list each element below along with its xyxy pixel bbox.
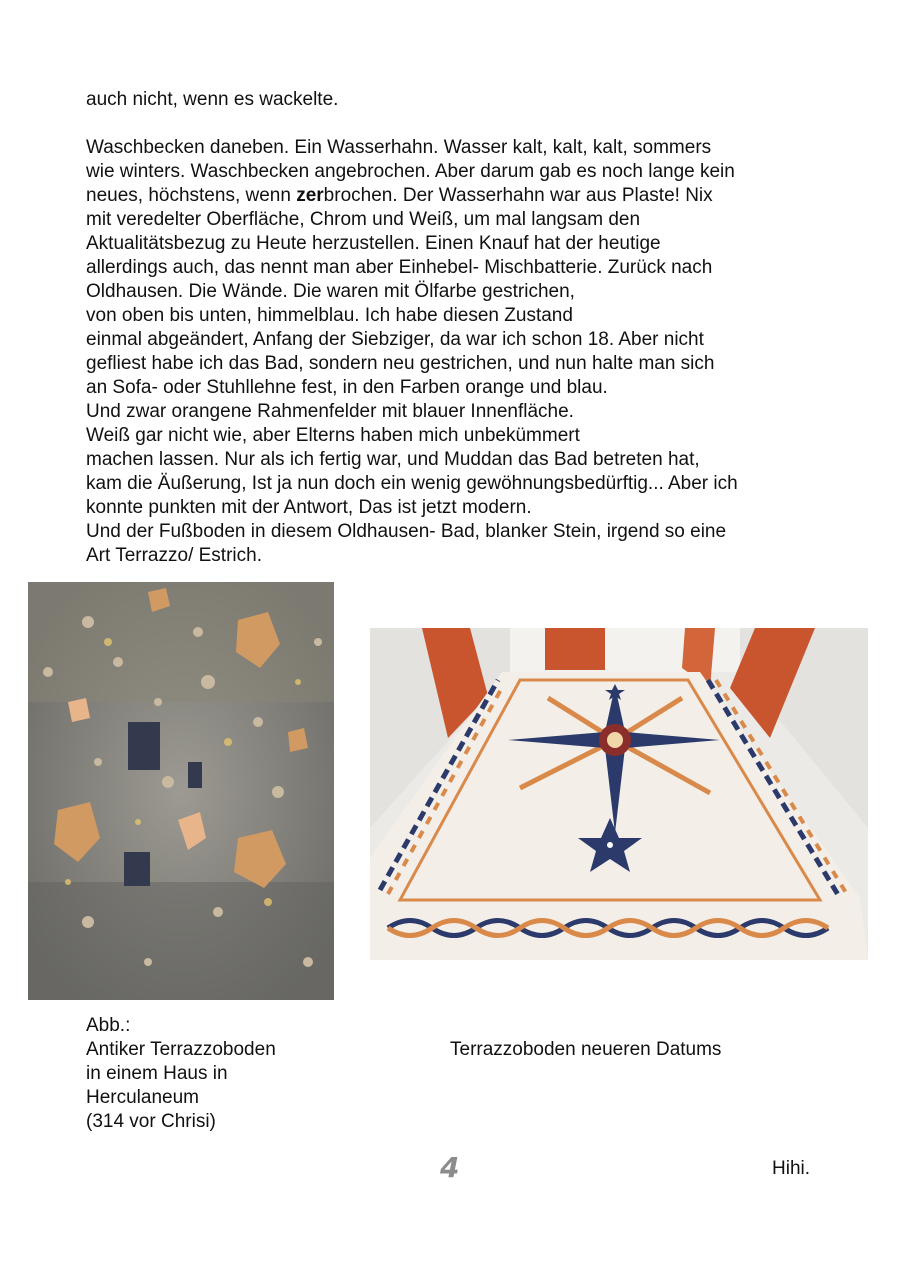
text-segment: brochen. Der Wasserhahn war aus Plaste! Nix (323, 185, 713, 206)
bold-segment: zer (296, 185, 324, 206)
text-line-19: Art Terrazzo/ Estrich. (86, 545, 262, 566)
caption-left-line-5: (314 vor Chrisi) (86, 1111, 216, 1132)
text-line-3: wie winters. Waschbecken angebrochen. Aber darum gab es noch lange kein (86, 161, 735, 182)
text-line-13: Und zwar orangene Rahmenfelder mit blauer Innenfläche. (86, 401, 574, 422)
text-line-16: kam die Äußerung, Ist ja nun doch ein wenig gewöhnungsbedürftig... Aber ich (86, 473, 738, 494)
antique-terrazzo-image (28, 582, 334, 1000)
text-line-11: gefliest habe ich das Bad, sondern neu gestrichen, und nun halte man sich (86, 353, 715, 374)
antique-terrazzo-photo (28, 582, 334, 1000)
text-line-8: Oldhausen. Die Wände. Die waren mit Ölfarbe gestrichen, (86, 281, 575, 302)
text-line-15: machen lassen. Nur als ich fertig war, und Muddan das Bad betreten hat, (86, 449, 700, 470)
page-number-text: 4 (440, 1152, 460, 1182)
caption-left-line-1: Abb.: (86, 1015, 131, 1036)
modern-terrazzo-photo (370, 628, 868, 960)
text-line-6: Aktualitätsbezug zu Heute herzustellen. Einen Knauf hat der heutige (86, 233, 661, 254)
text-line-5: mit veredelter Oberfläche, Chrom und Weiß, um mal langsam den (86, 209, 641, 230)
caption-left-line-4: Herculaneum (86, 1087, 199, 1108)
text-line-2: Waschbecken daneben. Ein Wasserhahn. Wasser kalt, kalt, kalt, sommers (86, 137, 712, 158)
text-line-17: konnte punkten mit der Antwort, Das ist jetzt modern. (86, 497, 532, 518)
caption-right: Terrazzoboden neueren Datums (450, 1039, 722, 1060)
caption-left-line-3: in einem Haus in (86, 1063, 228, 1084)
page-number-glyph (438, 1152, 462, 1182)
caption-left-line-2: Antiker Terrazzoboden (86, 1039, 276, 1060)
text-line-1: auch nicht, wenn es wackelte. (86, 89, 339, 110)
text-line-12: an Sofa- oder Stuhllehne fest, in den Farben orange und blau. (86, 377, 608, 398)
text-line-4 (86, 184, 713, 208)
modern-terrazzo-image (370, 628, 868, 960)
text-line-9: von oben bis unten, himmelblau. Ich habe diesen Zustand (86, 305, 573, 326)
page-number (438, 1152, 462, 1187)
text-line-7: allerdings auch, das nennt man aber Einhebel- Mischbatterie. Zurück nach (86, 257, 713, 278)
text-segment: neues, höchstens, wenn (86, 185, 297, 206)
footer-note: Hihi. (772, 1158, 811, 1179)
text-line-14: Weiß gar nicht wie, aber Elterns haben mich unbekümmert (86, 425, 580, 446)
text-line-10: einmal abgeändert, Anfang der Siebziger, da war ich schon 18. Aber nicht (86, 329, 704, 350)
text-line-18: Und der Fußboden in diesem Oldhausen- Bad, blanker Stein, irgend so eine (86, 521, 727, 542)
